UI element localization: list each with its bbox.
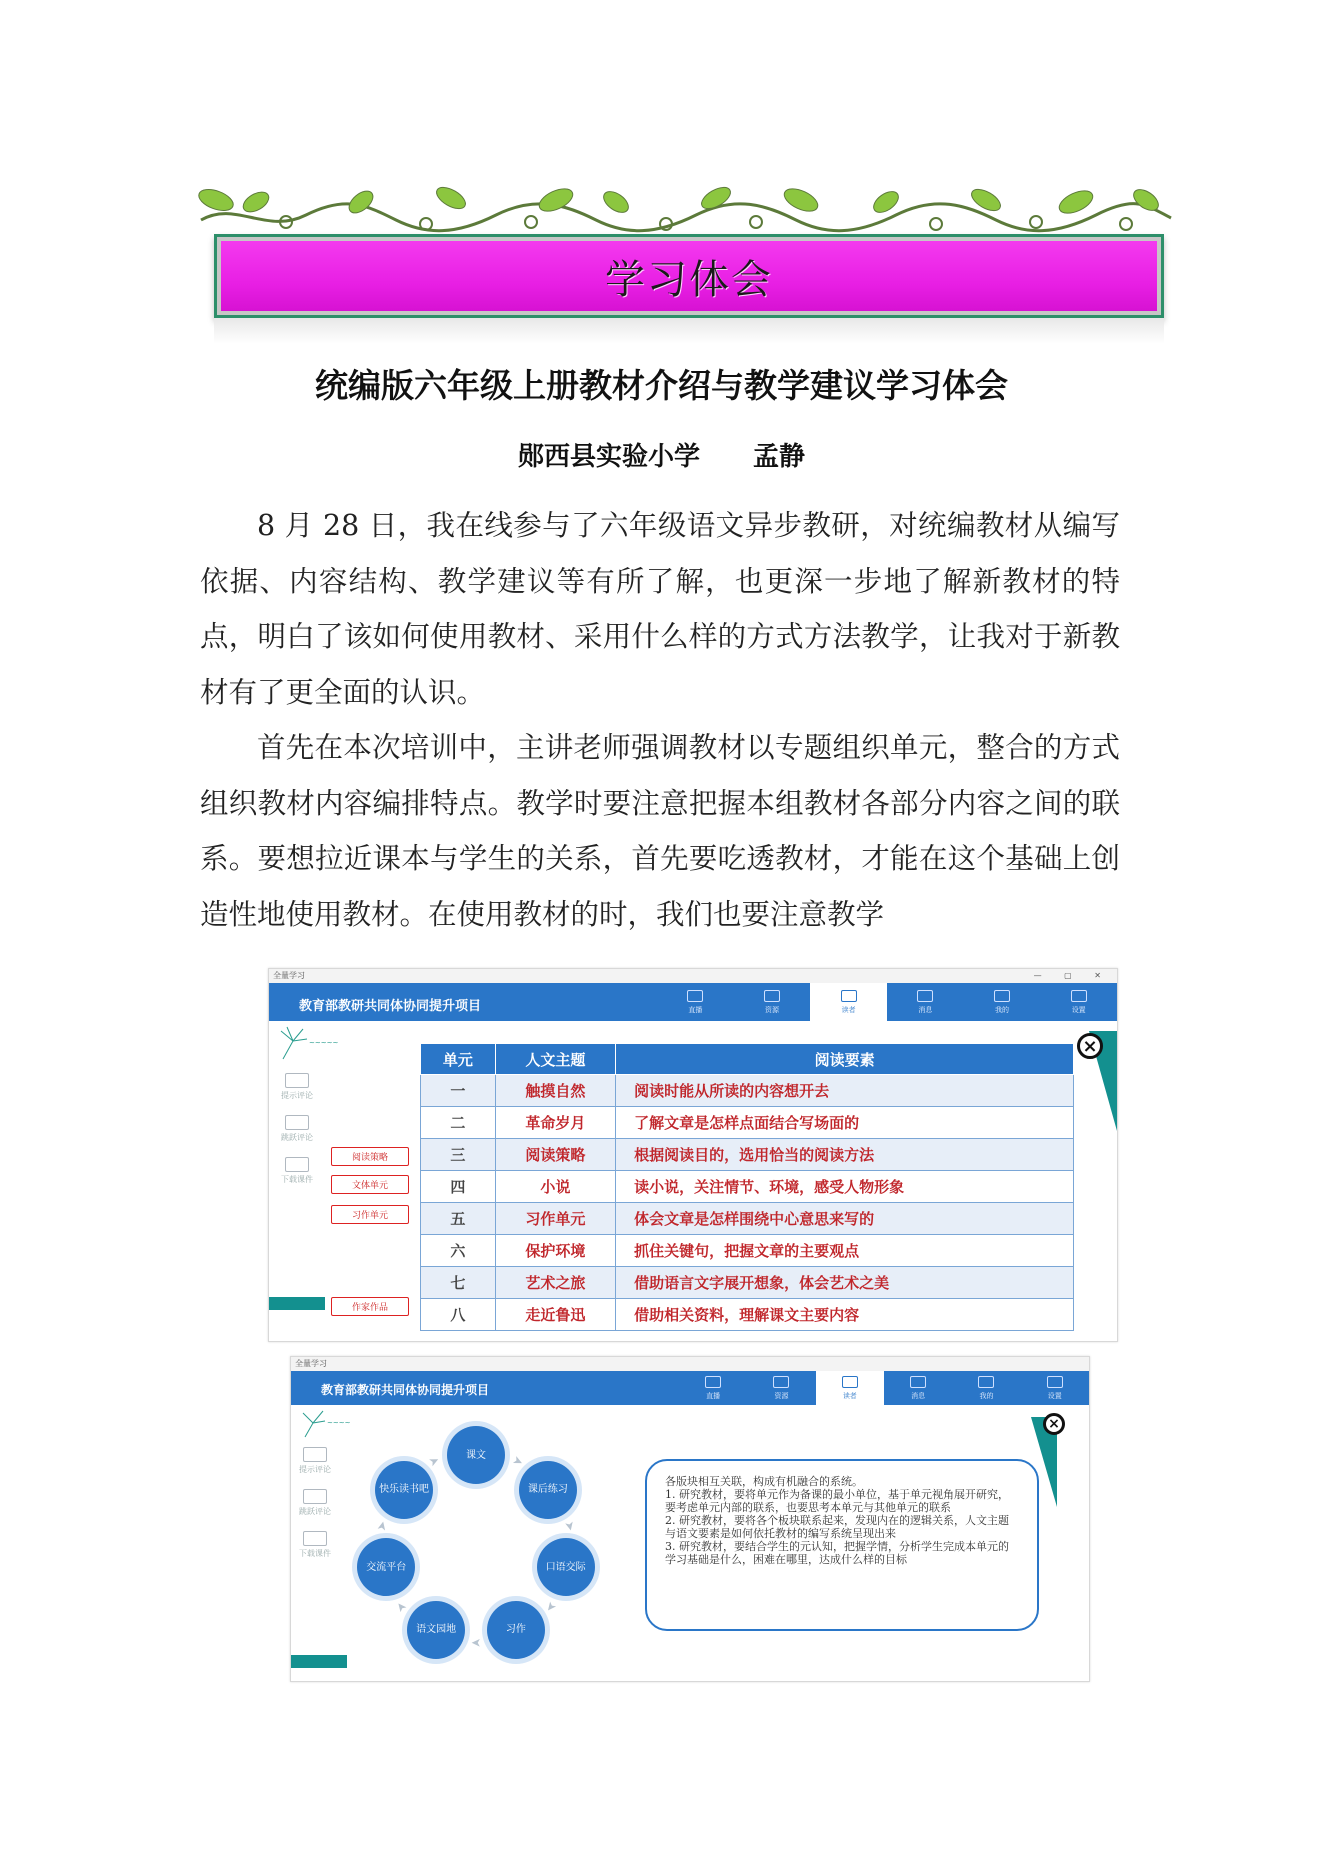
table-cell: 体会文章是怎样围绕中心意思来写的 [616, 1203, 1074, 1235]
screenshot-cycle-diagram [290, 1356, 1090, 1682]
nav-settings[interactable]: 设置 [1021, 1371, 1089, 1405]
svg-text:~~~~~: ~~~~~ [309, 1039, 339, 1047]
nav-settings[interactable]: 设置 [1040, 983, 1117, 1021]
table-row [421, 1299, 1074, 1331]
banner-title: 学习体会 [605, 256, 773, 303]
table-cell: 五 [421, 1203, 496, 1235]
nav-mine[interactable]: 我的 [964, 983, 1041, 1021]
table-row [421, 1267, 1074, 1299]
cycle-arrow-icon: ➤ [510, 1452, 526, 1469]
table-cell: 了解文章是怎样点面结合写场面的 [616, 1107, 1074, 1139]
note-line: 2. 研究教材，要将各个板块联系起来，发现内在的逻辑关系，人文主题与语文要素是如何依托教材的编写系统呈现出来 [665, 1514, 1009, 1540]
window-controls[interactable]: — ▢ ✕ [1033, 971, 1111, 980]
tag-writing-unit[interactable]: 习作单元 [331, 1205, 409, 1224]
svg-text:~~~~: ~~~~ [327, 1419, 351, 1427]
col-header: 人文主题 [495, 1044, 615, 1075]
message-icon [910, 1376, 926, 1388]
comment-icon [285, 1073, 309, 1088]
cycle-arrow-icon: ➤ [561, 1519, 578, 1533]
table-cell: 七 [421, 1267, 496, 1299]
article-body [200, 498, 1120, 942]
author-name: 孟静 [753, 442, 806, 472]
table-cell: 八 [421, 1299, 496, 1331]
cycle-node: 课文 [447, 1426, 505, 1484]
cycle-arrow-icon: ➤ [374, 1519, 391, 1533]
cycle-arrow-icon: ➤ [426, 1452, 442, 1469]
calendar-icon [842, 1376, 858, 1388]
table-cell: 艺术之旅 [495, 1267, 615, 1299]
nav-reader[interactable]: 读者 [816, 1371, 884, 1405]
table-row [421, 1107, 1074, 1139]
side-item-jump[interactable]: 跳跃评论 [271, 1115, 323, 1143]
cycle-node: 交流平台 [357, 1538, 415, 1596]
table-cell: 根据阅读目的，选用恰当的阅读方法 [616, 1139, 1074, 1171]
table-cell: 保护环境 [495, 1235, 615, 1267]
window-titlebar [291, 1357, 1089, 1371]
comment-icon [303, 1447, 327, 1462]
pen-icon [285, 1115, 309, 1130]
table-cell: 六 [421, 1235, 496, 1267]
nav-messages[interactable]: 消息 [887, 983, 964, 1021]
cycle-node: 语文园地 [407, 1601, 465, 1659]
download-icon [285, 1157, 309, 1172]
nav-live[interactable]: 直播 [657, 983, 734, 1021]
calendar-icon [841, 990, 857, 1002]
note-line: 3. 研究教材，要结合学生的元认知，把握学情，分析学生完成本单元的学习基础是什么，困难在哪里，达成什么样的目标 [665, 1540, 1009, 1566]
table-cell: 借助相关资料，理解课文主要内容 [616, 1299, 1074, 1331]
book-icon [764, 990, 780, 1002]
table-cell: 借助语言文字展开想象，体会艺术之美 [616, 1267, 1074, 1299]
gear-icon [1071, 990, 1087, 1002]
side-item-download[interactable]: 下载课件 [291, 1531, 339, 1559]
app-header [291, 1371, 1089, 1405]
table-cell: 读小说，关注情节、环境，感受人物形象 [616, 1171, 1074, 1203]
vine-border-decoration [196, 180, 1176, 238]
close-button[interactable]: × [1077, 1033, 1103, 1059]
tag-genre-unit[interactable]: 文体单元 [331, 1175, 409, 1194]
window-titlebar [269, 969, 1117, 983]
col-header: 单元 [421, 1044, 496, 1075]
section-banner [214, 234, 1164, 318]
note-line: 各版块相互关联，构成有机融合的系统。 [665, 1475, 863, 1488]
window-title: 全量学习 [273, 971, 305, 980]
nav-messages[interactable]: 消息 [884, 1371, 952, 1405]
nav-live[interactable]: 直播 [679, 1371, 747, 1405]
table-cell: 抓住关键句，把握文章的主要观点 [616, 1235, 1074, 1267]
table-cell: 二 [421, 1107, 496, 1139]
teal-accent-bar [291, 1655, 347, 1668]
paragraph: 8 月 28 日，我在线参与了六年级语文异步教研，对统编教材从编写依据、内容结构、教学建议等有所了解，也更深一步地了解新教材的特点，明白了该如何使用教材、采用什么样的方式方法教学，让我对于新教材有了更全面的认识。 [200, 509, 1120, 709]
note-line: 1. 研究教材，要将单元作为备课的最小单位，基于单元视角展开研究，要考虑单元内部的联系，也要思考本单元与其他单元的联系 [665, 1488, 1009, 1514]
table-row [421, 1075, 1074, 1107]
paragraph: 首先在本次培训中，主讲老师强调教材以专题组织单元，整合的方式组织教材内容编排特点。教学时要注意把握本组教材各部分内容之间的联系。要想拉近课本与学生的关系，首先要吃透教材，才能在这个基础上创造性地使用教材。在使用教材的时，我们也要注意教学 [200, 731, 1120, 931]
table-cell: 阅读时能从所读的内容想开去 [616, 1075, 1074, 1107]
nav-mine[interactable]: 我的 [952, 1371, 1020, 1405]
cycle-node: 快乐读书吧 [375, 1461, 433, 1519]
live-icon [687, 990, 703, 1002]
side-item-comment[interactable]: 提示评论 [291, 1447, 339, 1475]
cycle-node: 课后练习 [519, 1461, 577, 1519]
table-cell: 革命岁月 [495, 1107, 615, 1139]
table-cell: 走近鲁迅 [495, 1299, 615, 1331]
col-header: 阅读要素 [616, 1044, 1074, 1075]
app-header [269, 983, 1117, 1021]
banner-shadow [214, 318, 1164, 344]
live-icon [705, 1376, 721, 1388]
side-toolbar [271, 1073, 323, 1199]
cycle-diagram [351, 1427, 601, 1667]
table-cell: 一 [421, 1075, 496, 1107]
table-cell: 习作单元 [495, 1203, 615, 1235]
cycle-arrow-icon: ➤ [471, 1636, 482, 1650]
tag-reading-strategy[interactable]: 阅读策略 [331, 1147, 409, 1166]
cycle-arrow-icon: ➤ [392, 1598, 410, 1616]
app-title: 教育部教研共同体协同提升项目 [299, 999, 482, 1014]
table-cell: 阅读策略 [495, 1139, 615, 1171]
tag-author-works[interactable]: 作家作品 [331, 1297, 409, 1316]
table-cell: 触摸自然 [495, 1075, 615, 1107]
app-title: 教育部教研共同体协同提升项目 [321, 1383, 490, 1397]
cycle-arrow-icon: ➤ [542, 1598, 560, 1616]
window-title: 全量学习 [295, 1359, 327, 1368]
gear-icon [1047, 1376, 1063, 1388]
dandelion-logo [273, 1023, 353, 1063]
table-cell: 四 [421, 1171, 496, 1203]
close-button[interactable]: × [1043, 1413, 1065, 1435]
teal-accent-bar [269, 1297, 325, 1310]
school-name: 郧西县实验小学 [517, 442, 700, 472]
message-icon [917, 990, 933, 1002]
book-icon [773, 1376, 789, 1388]
table-header-row [421, 1044, 1074, 1075]
side-item-comment[interactable]: 提示评论 [271, 1073, 323, 1101]
nav-reader[interactable]: 读者 [810, 983, 887, 1021]
cycle-node: 口语交际 [537, 1538, 595, 1596]
download-icon [303, 1531, 327, 1546]
nav-resources[interactable]: 资源 [734, 983, 811, 1021]
notes-box [645, 1459, 1039, 1631]
cycle-node: 习作 [487, 1601, 545, 1659]
user-icon [994, 990, 1010, 1002]
side-toolbar [291, 1447, 339, 1573]
byline [0, 436, 1323, 473]
table-row [421, 1139, 1074, 1171]
table-row [421, 1203, 1074, 1235]
side-item-download[interactable]: 下载课件 [271, 1157, 323, 1185]
table-cell: 小说 [495, 1171, 615, 1203]
user-icon [978, 1376, 994, 1388]
table-row [421, 1235, 1074, 1267]
table-cell: 三 [421, 1139, 496, 1171]
article-title: 统编版六年级上册教材介绍与教学建议学习体会 [315, 366, 1008, 405]
side-item-jump[interactable]: 跳跃评论 [291, 1489, 339, 1517]
pen-icon [303, 1489, 327, 1504]
unit-table [420, 1043, 1074, 1331]
screenshot-unit-table [268, 968, 1118, 1342]
nav-resources[interactable]: 资源 [747, 1371, 815, 1405]
table-row [421, 1171, 1074, 1203]
